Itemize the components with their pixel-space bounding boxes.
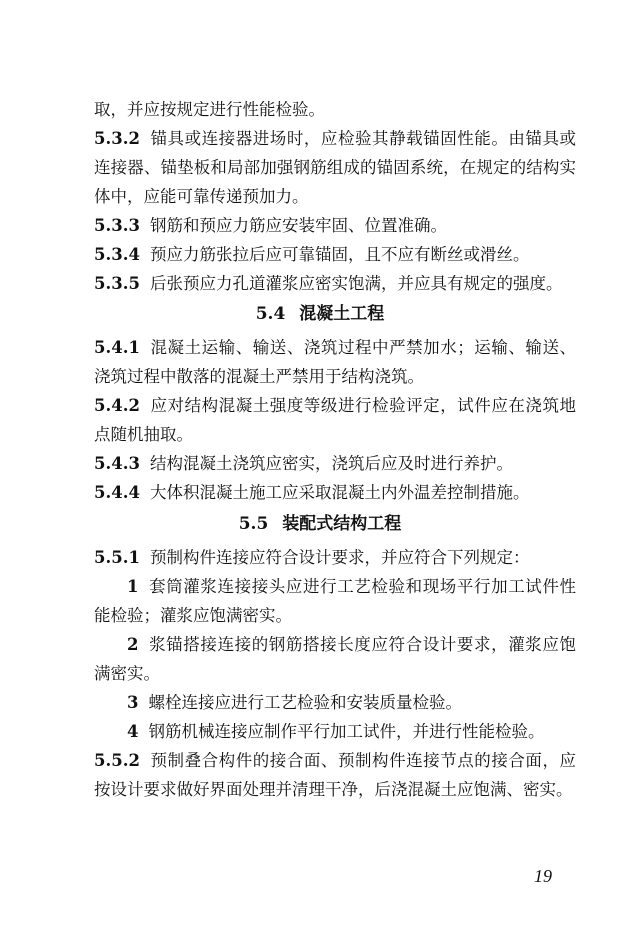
clause-5-4-1 bbox=[94, 333, 576, 391]
clause-text: 预应力筋张拉后应可靠锚固，且不应有断丝或滑丝。 bbox=[149, 245, 530, 264]
section-number: 5.4 bbox=[255, 304, 286, 324]
clause-number: 5.4.2 bbox=[94, 396, 140, 415]
clause-number: 5.4.3 bbox=[94, 454, 140, 473]
sub-item-2 bbox=[94, 630, 576, 688]
clause-number: 5.4.1 bbox=[94, 338, 140, 357]
section-heading-5-4 bbox=[0, 300, 640, 329]
continued-text bbox=[94, 95, 576, 124]
sub-item-text: 螺栓连接应进行工艺检验和安装质量检验。 bbox=[148, 693, 462, 712]
clause-text: 应对结构混凝土强度等级进行检验评定，试件应在浇筑地点随机抽取。 bbox=[94, 396, 576, 444]
paragraph-text: 取，并应按规定进行性能检验。 bbox=[94, 100, 325, 119]
clause-text: 预制叠合构件的接合面、预制构件连接节点的接合面，应按设计要求做好界面处理并清理干净，后浇混凝土应饱满、密实。 bbox=[94, 751, 576, 799]
clause-text: 大体积混凝土施工应采取混凝土内外温差控制措施。 bbox=[149, 483, 530, 502]
section-number: 5.5 bbox=[238, 514, 269, 534]
sub-item-1 bbox=[94, 572, 576, 630]
clause-5-3-2 bbox=[94, 124, 576, 211]
section-title: 装配式结构工程 bbox=[282, 514, 402, 534]
clause-number: 5.3.5 bbox=[94, 274, 140, 293]
sub-item-text: 套筒灌浆连接接头应进行工艺检验和现场平行加工试件性能检验；灌浆应饱满密实。 bbox=[94, 577, 576, 625]
section-heading-5-5 bbox=[0, 510, 640, 539]
clause-text: 后张预应力孔道灌浆应密实饱满，并应具有规定的强度。 bbox=[149, 274, 563, 293]
clause-text: 钢筋和预应力筋应安装牢固、位置准确。 bbox=[149, 216, 447, 235]
clause-number: 5.5.1 bbox=[94, 548, 140, 567]
clause-text: 结构混凝土浇筑应密实，浇筑后应及时进行养护。 bbox=[149, 454, 513, 473]
clause-5-4-2 bbox=[94, 391, 576, 449]
sub-item-4 bbox=[94, 717, 576, 746]
sub-item-text: 钢筋机械连接应制作平行加工试件，并进行性能检验。 bbox=[148, 722, 545, 741]
sub-item-number: 4 bbox=[127, 722, 139, 741]
sub-item-number: 1 bbox=[127, 577, 139, 596]
clause-5-4-4 bbox=[94, 478, 576, 507]
clause-number: 5.5.2 bbox=[94, 751, 140, 770]
clause-number: 5.3.4 bbox=[94, 245, 140, 264]
clause-5-4-3 bbox=[94, 449, 576, 478]
clause-5-3-3 bbox=[94, 211, 576, 240]
clause-5-3-4 bbox=[94, 240, 576, 269]
clause-number: 5.4.4 bbox=[94, 483, 140, 502]
clause-number: 5.3.3 bbox=[94, 216, 140, 235]
page-number: 19 bbox=[534, 866, 552, 886]
sub-item-number: 3 bbox=[127, 693, 139, 712]
sub-item-3 bbox=[94, 688, 576, 717]
clause-text: 混凝土运输、输送、浇筑过程中严禁加水；运输、输送、浇筑过程中散落的混凝土严禁用于结构浇筑。 bbox=[94, 338, 576, 386]
section-title: 混凝土工程 bbox=[299, 304, 385, 324]
sub-item-text: 浆锚搭接连接的钢筋搭接长度应符合设计要求，灌浆应饱满密实。 bbox=[94, 635, 576, 683]
clause-5-5-2 bbox=[94, 746, 576, 804]
clause-number: 5.3.2 bbox=[94, 129, 140, 148]
clause-text: 锚具或连接器进场时，应检验其静载锚固性能。由锚具或连接器、锚垫板和局部加强钢筋组成的锚固系统，在规定的结构实体中，应能可靠传递预加力。 bbox=[94, 129, 576, 206]
sub-item-number: 2 bbox=[127, 635, 139, 654]
clause-5-5-1 bbox=[94, 543, 576, 572]
clause-5-3-5 bbox=[94, 269, 576, 298]
clause-text: 预制构件连接应符合设计要求，并应符合下列规定： bbox=[149, 548, 530, 567]
